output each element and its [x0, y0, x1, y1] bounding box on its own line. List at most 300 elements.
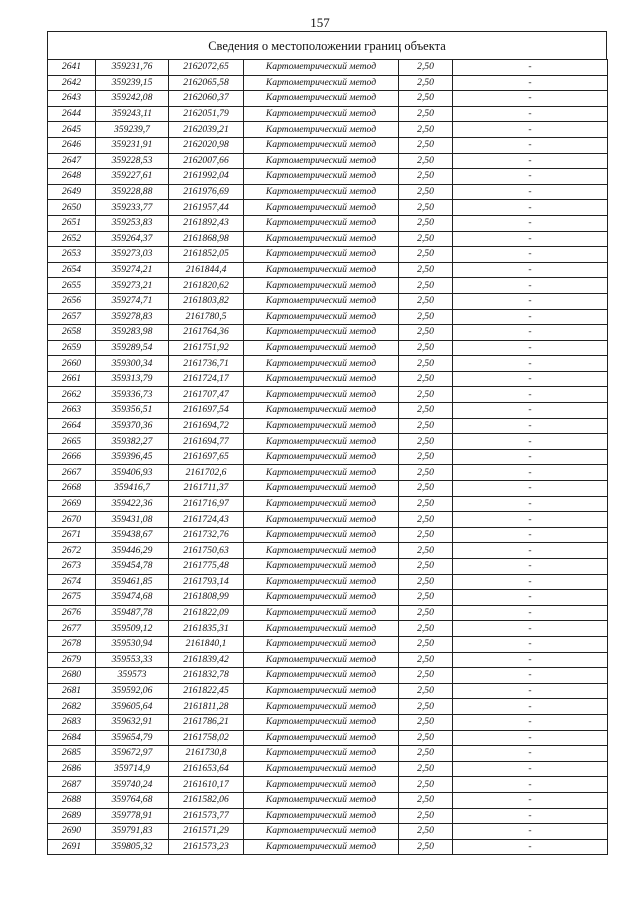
y-coordinate-cell: 2161976,69 — [169, 184, 244, 200]
method-cell: Картометрический метод — [244, 371, 399, 387]
y-coordinate-cell: 2161775,48 — [169, 559, 244, 575]
description-cell: - — [453, 169, 608, 185]
method-cell: Картометрический метод — [244, 91, 399, 107]
point-number-cell: 2672 — [48, 543, 96, 559]
y-coordinate-cell: 2161832,78 — [169, 668, 244, 684]
x-coordinate-cell: 359438,67 — [96, 527, 169, 543]
x-coordinate-cell: 359273,03 — [96, 247, 169, 263]
table-row — [48, 808, 608, 824]
point-number-cell: 2677 — [48, 621, 96, 637]
y-coordinate-cell: 2161957,44 — [169, 200, 244, 216]
x-coordinate-cell: 359778,91 — [96, 808, 169, 824]
point-number-cell: 2650 — [48, 200, 96, 216]
method-cell: Картометрический метод — [244, 683, 399, 699]
y-coordinate-cell: 2161653,64 — [169, 761, 244, 777]
description-cell: - — [453, 106, 608, 122]
y-coordinate-cell: 2162007,66 — [169, 153, 244, 169]
method-cell: Картометрический метод — [244, 512, 399, 528]
x-coordinate-cell: 359530,94 — [96, 636, 169, 652]
method-cell: Картометрический метод — [244, 387, 399, 403]
x-coordinate-cell: 359278,83 — [96, 309, 169, 325]
point-number-cell: 2690 — [48, 824, 96, 840]
x-coordinate-cell: 359487,78 — [96, 605, 169, 621]
x-coordinate-cell: 359227,61 — [96, 169, 169, 185]
table-row — [48, 247, 608, 263]
point-number-cell: 2662 — [48, 387, 96, 403]
x-coordinate-cell: 359454,78 — [96, 559, 169, 575]
accuracy-cell: 2,50 — [399, 418, 453, 434]
table-row — [48, 559, 608, 575]
table-row — [48, 792, 608, 808]
page-number: 157 — [310, 15, 330, 30]
accuracy-cell: 2,50 — [399, 824, 453, 840]
method-cell: Картометрический метод — [244, 293, 399, 309]
accuracy-cell: 2,50 — [399, 403, 453, 419]
x-coordinate-cell: 359382,27 — [96, 434, 169, 450]
table-row — [48, 278, 608, 294]
description-cell: - — [453, 215, 608, 231]
point-number-cell: 2669 — [48, 496, 96, 512]
accuracy-cell: 2,50 — [399, 636, 453, 652]
method-cell: Картометрический метод — [244, 761, 399, 777]
point-number-cell: 2661 — [48, 371, 96, 387]
accuracy-cell: 2,50 — [399, 496, 453, 512]
description-cell: - — [453, 512, 608, 528]
y-coordinate-cell: 2161751,92 — [169, 340, 244, 356]
method-cell: Картометрический метод — [244, 699, 399, 715]
x-coordinate-cell: 359253,83 — [96, 215, 169, 231]
coordinates-table — [47, 59, 608, 855]
x-coordinate-cell: 359274,21 — [96, 262, 169, 278]
description-cell: - — [453, 636, 608, 652]
point-number-cell: 2660 — [48, 356, 96, 372]
description-cell: - — [453, 449, 608, 465]
method-cell: Картометрический метод — [244, 636, 399, 652]
table-row — [48, 636, 608, 652]
accuracy-cell: 2,50 — [399, 808, 453, 824]
method-cell: Картометрический метод — [244, 122, 399, 138]
accuracy-cell: 2,50 — [399, 137, 453, 153]
x-coordinate-cell: 359243,11 — [96, 106, 169, 122]
x-coordinate-cell: 359605,64 — [96, 699, 169, 715]
method-cell: Картометрический метод — [244, 465, 399, 481]
description-cell: - — [453, 559, 608, 575]
description-cell: - — [453, 714, 608, 730]
accuracy-cell: 2,50 — [399, 574, 453, 590]
x-coordinate-cell: 359289,54 — [96, 340, 169, 356]
description-cell: - — [453, 137, 608, 153]
method-cell: Картометрический метод — [244, 137, 399, 153]
description-cell: - — [453, 574, 608, 590]
y-coordinate-cell: 2161697,65 — [169, 449, 244, 465]
description-cell: - — [453, 200, 608, 216]
description-cell: - — [453, 262, 608, 278]
method-cell: Картометрический метод — [244, 527, 399, 543]
y-coordinate-cell: 2162039,21 — [169, 122, 244, 138]
y-coordinate-cell: 2162060,37 — [169, 91, 244, 107]
accuracy-cell: 2,50 — [399, 356, 453, 372]
accuracy-cell: 2,50 — [399, 262, 453, 278]
point-number-cell: 2658 — [48, 325, 96, 341]
y-coordinate-cell: 2161868,98 — [169, 231, 244, 247]
method-cell: Картометрический метод — [244, 496, 399, 512]
table-row — [48, 340, 608, 356]
table-row — [48, 215, 608, 231]
table-row — [48, 293, 608, 309]
x-coordinate-cell: 359356,51 — [96, 403, 169, 419]
accuracy-cell: 2,50 — [399, 247, 453, 263]
x-coordinate-cell: 359592,06 — [96, 683, 169, 699]
x-coordinate-cell: 359474,68 — [96, 590, 169, 606]
method-cell: Картометрический метод — [244, 262, 399, 278]
table-row — [48, 91, 608, 107]
y-coordinate-cell: 2161697,54 — [169, 403, 244, 419]
table-row — [48, 309, 608, 325]
description-cell: - — [453, 122, 608, 138]
y-coordinate-cell: 2161852,05 — [169, 247, 244, 263]
point-number-cell: 2679 — [48, 652, 96, 668]
accuracy-cell: 2,50 — [399, 60, 453, 76]
point-number-cell: 2681 — [48, 683, 96, 699]
point-number-cell: 2643 — [48, 91, 96, 107]
accuracy-cell: 2,50 — [399, 434, 453, 450]
x-coordinate-cell: 359509,12 — [96, 621, 169, 637]
y-coordinate-cell: 2161839,42 — [169, 652, 244, 668]
table-row — [48, 527, 608, 543]
accuracy-cell: 2,50 — [399, 184, 453, 200]
point-number-cell: 2648 — [48, 169, 96, 185]
accuracy-cell: 2,50 — [399, 699, 453, 715]
table-row — [48, 231, 608, 247]
accuracy-cell: 2,50 — [399, 231, 453, 247]
x-coordinate-cell: 359233,77 — [96, 200, 169, 216]
x-coordinate-cell: 359264,37 — [96, 231, 169, 247]
y-coordinate-cell: 2161716,97 — [169, 496, 244, 512]
description-cell: - — [453, 777, 608, 793]
description-cell: - — [453, 481, 608, 497]
y-coordinate-cell: 2161724,17 — [169, 371, 244, 387]
y-coordinate-cell: 2161750,63 — [169, 543, 244, 559]
table-row — [48, 122, 608, 138]
table-row — [48, 106, 608, 122]
table-row — [48, 356, 608, 372]
y-coordinate-cell: 2161820,62 — [169, 278, 244, 294]
table-row — [48, 543, 608, 559]
x-coordinate-cell: 359791,83 — [96, 824, 169, 840]
x-coordinate-cell: 359406,93 — [96, 465, 169, 481]
accuracy-cell: 2,50 — [399, 91, 453, 107]
x-coordinate-cell: 359313,79 — [96, 371, 169, 387]
point-number-cell: 2666 — [48, 449, 96, 465]
x-coordinate-cell: 359740,24 — [96, 777, 169, 793]
x-coordinate-cell: 359672,97 — [96, 746, 169, 762]
point-number-cell: 2673 — [48, 559, 96, 575]
method-cell: Картометрический метод — [244, 169, 399, 185]
accuracy-cell: 2,50 — [399, 106, 453, 122]
table-row — [48, 746, 608, 762]
point-number-cell: 2665 — [48, 434, 96, 450]
description-cell: - — [453, 434, 608, 450]
x-coordinate-cell: 359273,21 — [96, 278, 169, 294]
x-coordinate-cell: 359714,9 — [96, 761, 169, 777]
accuracy-cell: 2,50 — [399, 730, 453, 746]
point-number-cell: 2686 — [48, 761, 96, 777]
table-row — [48, 574, 608, 590]
table-row — [48, 325, 608, 341]
description-cell: - — [453, 543, 608, 559]
method-cell: Картометрический метод — [244, 60, 399, 76]
point-number-cell: 2683 — [48, 714, 96, 730]
method-cell: Картометрический метод — [244, 714, 399, 730]
point-number-cell: 2682 — [48, 699, 96, 715]
x-coordinate-cell: 359416,7 — [96, 481, 169, 497]
table-row — [48, 512, 608, 528]
table-row — [48, 761, 608, 777]
x-coordinate-cell: 359231,76 — [96, 60, 169, 76]
description-cell: - — [453, 340, 608, 356]
method-cell: Картометрический метод — [244, 434, 399, 450]
description-cell: - — [453, 325, 608, 341]
description-cell: - — [453, 465, 608, 481]
table-row — [48, 590, 608, 606]
x-coordinate-cell: 359239,15 — [96, 75, 169, 91]
point-number-cell: 2641 — [48, 60, 96, 76]
x-coordinate-cell: 359654,79 — [96, 730, 169, 746]
accuracy-cell: 2,50 — [399, 75, 453, 91]
accuracy-cell: 2,50 — [399, 621, 453, 637]
description-cell: - — [453, 761, 608, 777]
description-cell: - — [453, 668, 608, 684]
method-cell: Картометрический метод — [244, 605, 399, 621]
point-number-cell: 2676 — [48, 605, 96, 621]
accuracy-cell: 2,50 — [399, 761, 453, 777]
x-coordinate-cell: 359239,7 — [96, 122, 169, 138]
table-row — [48, 262, 608, 278]
method-cell: Картометрический метод — [244, 839, 399, 855]
method-cell: Картометрический метод — [244, 247, 399, 263]
point-number-cell: 2654 — [48, 262, 96, 278]
accuracy-cell: 2,50 — [399, 278, 453, 294]
x-coordinate-cell: 359283,98 — [96, 325, 169, 341]
x-coordinate-cell: 359422,36 — [96, 496, 169, 512]
y-coordinate-cell: 2161711,37 — [169, 481, 244, 497]
description-cell: - — [453, 153, 608, 169]
point-number-cell: 2655 — [48, 278, 96, 294]
accuracy-cell: 2,50 — [399, 512, 453, 528]
point-number-cell: 2667 — [48, 465, 96, 481]
point-number-cell: 2670 — [48, 512, 96, 528]
description-cell: - — [453, 403, 608, 419]
table-row — [48, 137, 608, 153]
table-row — [48, 730, 608, 746]
description-cell: - — [453, 699, 608, 715]
y-coordinate-cell: 2161730,8 — [169, 746, 244, 762]
method-cell: Картометрический метод — [244, 184, 399, 200]
x-coordinate-cell: 359764,68 — [96, 792, 169, 808]
method-cell: Картометрический метод — [244, 231, 399, 247]
accuracy-cell: 2,50 — [399, 839, 453, 855]
point-number-cell: 2680 — [48, 668, 96, 684]
accuracy-cell: 2,50 — [399, 449, 453, 465]
method-cell: Картометрический метод — [244, 75, 399, 91]
table-row — [48, 200, 608, 216]
method-cell: Картометрический метод — [244, 340, 399, 356]
x-coordinate-cell: 359228,88 — [96, 184, 169, 200]
point-number-cell: 2659 — [48, 340, 96, 356]
accuracy-cell: 2,50 — [399, 309, 453, 325]
description-cell: - — [453, 184, 608, 200]
description-cell: - — [453, 278, 608, 294]
method-cell: Картометрический метод — [244, 668, 399, 684]
point-number-cell: 2678 — [48, 636, 96, 652]
accuracy-cell: 2,50 — [399, 293, 453, 309]
y-coordinate-cell: 2161786,21 — [169, 714, 244, 730]
table-row — [48, 683, 608, 699]
y-coordinate-cell: 2161610,17 — [169, 777, 244, 793]
y-coordinate-cell: 2161793,14 — [169, 574, 244, 590]
y-coordinate-cell: 2162072,65 — [169, 60, 244, 76]
x-coordinate-cell: 359553,33 — [96, 652, 169, 668]
table-row — [48, 387, 608, 403]
y-coordinate-cell: 2161702,6 — [169, 465, 244, 481]
point-number-cell: 2649 — [48, 184, 96, 200]
method-cell: Картометрический метод — [244, 824, 399, 840]
method-cell: Картометрический метод — [244, 621, 399, 637]
point-number-cell: 2675 — [48, 590, 96, 606]
method-cell: Картометрический метод — [244, 153, 399, 169]
y-coordinate-cell: 2161892,43 — [169, 215, 244, 231]
description-cell: - — [453, 356, 608, 372]
point-number-cell: 2646 — [48, 137, 96, 153]
table-row — [48, 418, 608, 434]
y-coordinate-cell: 2161803,82 — [169, 293, 244, 309]
point-number-cell: 2657 — [48, 309, 96, 325]
description-cell: - — [453, 683, 608, 699]
method-cell: Картометрический метод — [244, 481, 399, 497]
method-cell: Картометрический метод — [244, 559, 399, 575]
method-cell: Картометрический метод — [244, 652, 399, 668]
description-cell: - — [453, 371, 608, 387]
description-cell: - — [453, 231, 608, 247]
point-number-cell: 2688 — [48, 792, 96, 808]
method-cell: Картометрический метод — [244, 449, 399, 465]
y-coordinate-cell: 2161573,23 — [169, 839, 244, 855]
method-cell: Картометрический метод — [244, 325, 399, 341]
description-cell: - — [453, 652, 608, 668]
description-cell: - — [453, 839, 608, 855]
accuracy-cell: 2,50 — [399, 777, 453, 793]
method-cell: Картометрический метод — [244, 106, 399, 122]
method-cell: Картометрический метод — [244, 418, 399, 434]
description-cell: - — [453, 590, 608, 606]
point-number-cell: 2685 — [48, 746, 96, 762]
point-number-cell: 2689 — [48, 808, 96, 824]
point-number-cell: 2645 — [48, 122, 96, 138]
accuracy-cell: 2,50 — [399, 543, 453, 559]
y-coordinate-cell: 2161835,31 — [169, 621, 244, 637]
y-coordinate-cell: 2161808,99 — [169, 590, 244, 606]
x-coordinate-cell: 359274,71 — [96, 293, 169, 309]
method-cell: Картометрический метод — [244, 746, 399, 762]
description-cell: - — [453, 746, 608, 762]
description-cell: - — [453, 75, 608, 91]
table-row — [48, 652, 608, 668]
x-coordinate-cell: 359336,73 — [96, 387, 169, 403]
description-cell: - — [453, 91, 608, 107]
point-number-cell: 2647 — [48, 153, 96, 169]
table-row — [48, 668, 608, 684]
table-row — [48, 169, 608, 185]
description-cell: - — [453, 387, 608, 403]
accuracy-cell: 2,50 — [399, 559, 453, 575]
x-coordinate-cell: 359231,91 — [96, 137, 169, 153]
x-coordinate-cell: 359242,08 — [96, 91, 169, 107]
accuracy-cell: 2,50 — [399, 200, 453, 216]
table-row — [48, 449, 608, 465]
description-cell: - — [453, 60, 608, 76]
y-coordinate-cell: 2161844,4 — [169, 262, 244, 278]
y-coordinate-cell: 2161822,45 — [169, 683, 244, 699]
method-cell: Картометрический метод — [244, 590, 399, 606]
method-cell: Картометрический метод — [244, 356, 399, 372]
x-coordinate-cell: 359446,29 — [96, 543, 169, 559]
accuracy-cell: 2,50 — [399, 683, 453, 699]
y-coordinate-cell: 2161724,43 — [169, 512, 244, 528]
accuracy-cell: 2,50 — [399, 340, 453, 356]
description-cell: - — [453, 824, 608, 840]
accuracy-cell: 2,50 — [399, 325, 453, 341]
table-row — [48, 699, 608, 715]
x-coordinate-cell: 359300,34 — [96, 356, 169, 372]
table-row — [48, 403, 608, 419]
accuracy-cell: 2,50 — [399, 169, 453, 185]
table-row — [48, 481, 608, 497]
y-coordinate-cell: 2161840,1 — [169, 636, 244, 652]
x-coordinate-cell: 359228,53 — [96, 153, 169, 169]
point-number-cell: 2668 — [48, 481, 96, 497]
accuracy-cell: 2,50 — [399, 387, 453, 403]
point-number-cell: 2684 — [48, 730, 96, 746]
accuracy-cell: 2,50 — [399, 668, 453, 684]
table-row — [48, 621, 608, 637]
x-coordinate-cell: 359370,36 — [96, 418, 169, 434]
method-cell: Картометрический метод — [244, 215, 399, 231]
y-coordinate-cell: 2162020,98 — [169, 137, 244, 153]
description-cell: - — [453, 527, 608, 543]
description-cell: - — [453, 808, 608, 824]
method-cell: Картометрический метод — [244, 543, 399, 559]
y-coordinate-cell: 2161736,71 — [169, 356, 244, 372]
point-number-cell: 2691 — [48, 839, 96, 855]
method-cell: Картометрический метод — [244, 403, 399, 419]
table-row — [48, 605, 608, 621]
method-cell: Картометрический метод — [244, 574, 399, 590]
point-number-cell: 2656 — [48, 293, 96, 309]
accuracy-cell: 2,50 — [399, 527, 453, 543]
accuracy-cell: 2,50 — [399, 122, 453, 138]
x-coordinate-cell: 359805,32 — [96, 839, 169, 855]
description-cell: - — [453, 418, 608, 434]
y-coordinate-cell: 2161707,47 — [169, 387, 244, 403]
accuracy-cell: 2,50 — [399, 714, 453, 730]
y-coordinate-cell: 2161780,5 — [169, 309, 244, 325]
x-coordinate-cell: 359573 — [96, 668, 169, 684]
point-number-cell: 2664 — [48, 418, 96, 434]
x-coordinate-cell: 359632,91 — [96, 714, 169, 730]
point-number-cell: 2651 — [48, 215, 96, 231]
accuracy-cell: 2,50 — [399, 652, 453, 668]
method-cell: Картометрический метод — [244, 309, 399, 325]
